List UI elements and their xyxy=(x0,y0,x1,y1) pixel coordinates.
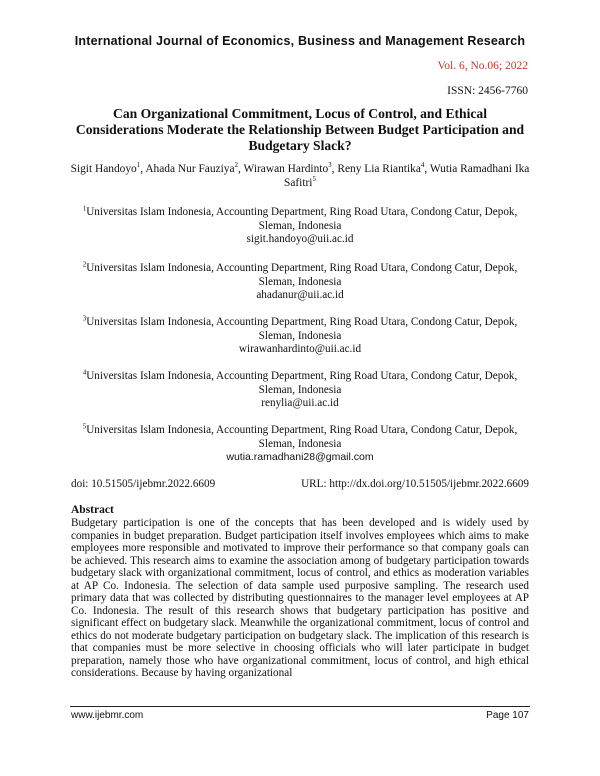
author-sup: 3 xyxy=(328,161,332,170)
journal-name: International Journal of Economics, Business and Management Research xyxy=(74,34,526,48)
affiliation-sup: 2 xyxy=(82,260,87,269)
affiliation-sup: 4 xyxy=(82,368,87,377)
author-name: Wutia Ramadhani Ika Safitri xyxy=(284,163,530,189)
author-email[interactable]: renylia@uii.ac.id xyxy=(261,397,339,409)
affiliation-text: Universitas Islam Indonesia, Accounting Department, Ring Road Utara, Condong Catur, Depok, Sleman, Indonesia xyxy=(86,206,518,232)
affiliation xyxy=(70,316,530,357)
affiliation xyxy=(70,206,530,247)
affiliation xyxy=(70,370,530,411)
affiliation xyxy=(70,424,530,465)
author-sup: 2 xyxy=(234,161,239,170)
footer-divider xyxy=(70,706,530,707)
affiliation-sup: 1 xyxy=(82,204,87,213)
affiliation-text: Universitas Islam Indonesia, Accounting Department, Ring Road Utara, Condong Catur, Depok, Sleman, Indonesia xyxy=(86,424,518,450)
author-email[interactable]: wirawanhardinto@uii.ac.id xyxy=(238,343,362,355)
author-email[interactable]: wutia.ramadhani28@gmail.com xyxy=(226,451,374,463)
abstract-heading: Abstract xyxy=(71,504,114,516)
author-list: Sigit Handoyo$^1$, Ahada Nur Fauziya$^2$, Wirawan Hardinto$^3$, Reny Lia Riantika$^4$, Wutia Ramadhani Ika Safitri$^5$ xyxy=(70,161,530,189)
author-sup: 1 xyxy=(136,161,141,170)
author-sup: 5 xyxy=(312,175,316,184)
affiliation-text: Universitas Islam Indonesia, Accounting Department, Ring Road Utara, Condong Catur, Depok, Sleman, Indonesia xyxy=(86,316,518,342)
doi: doi: 10.51505/ijebmr.2022.6609 xyxy=(71,478,216,490)
author-name: Ahada Nur Fauziya xyxy=(145,163,235,175)
paper-title: Can Organizational Commitment, Locus of Control, and Ethical Considerations Moderate the Relationship Between Budget Participation and Budgetary Slack? xyxy=(75,106,525,153)
author-email[interactable]: sigit.handoyo@uii.ac.id xyxy=(246,233,354,245)
abstract-text: Budgetary participation is one of the concepts that has been developed and is widely used by companies in budget preparation. Budget participation itself involves employees which aims to make employees more responsible and motivated to improve their performance so that company goals can be achieved. This research aims to examine the association among of budgetary participation towards budgetary slack with organizational commitment, locus of control, and ethics as moderation variables at AP Co. Indonesia. The selection of data sample used purposive sampling. The research used primary data that was collected by distributing questionnaires to the manager level employees at AP Co. Indonesia. The result of this research shows that budgetary participation has positive and significant effect on budgetary slack. Meanwhile the organizational commitment, locus of control and ethics do not moderate budgetary participation on budgetary slack. The implication of this research is that companies must be more selective in choosing officials who will later participate in budget preparation, namely those who have organizational commitment, locus of control, and high ethical considerations. Because by having organizational xyxy=(71,517,529,679)
affiliation-text: Universitas Islam Indonesia, Accounting Department, Ring Road Utara, Condong Catur, Depok, Sleman, Indonesia xyxy=(86,370,518,396)
author-sup: 4 xyxy=(420,161,425,170)
author-name: Sigit Handoyo xyxy=(70,163,137,175)
issn: ISSN: 2456-7760 xyxy=(447,85,528,97)
author-name: Reny Lia Riantika xyxy=(337,163,421,175)
affiliation-sup: 5 xyxy=(82,422,87,431)
author-name: Wirawan Hardinto xyxy=(243,163,329,175)
author-email[interactable]: ahadanur@uii.ac.id xyxy=(256,289,344,301)
volume-issue: Vol. 6, No.06; 2022 xyxy=(437,60,528,72)
footer-website[interactable]: www.ijebmr.com xyxy=(71,710,144,721)
affiliation xyxy=(70,262,530,303)
page-number: Page 107 xyxy=(486,710,529,721)
doi-url[interactable]: URL: http://dx.doi.org/10.51505/ijebmr.2022.6609 xyxy=(301,478,529,490)
affiliation-sup: 3 xyxy=(82,314,87,323)
affiliation-text: Universitas Islam Indonesia, Accounting Department, Ring Road Utara, Condong Catur, Depok, Sleman, Indonesia xyxy=(86,262,518,288)
